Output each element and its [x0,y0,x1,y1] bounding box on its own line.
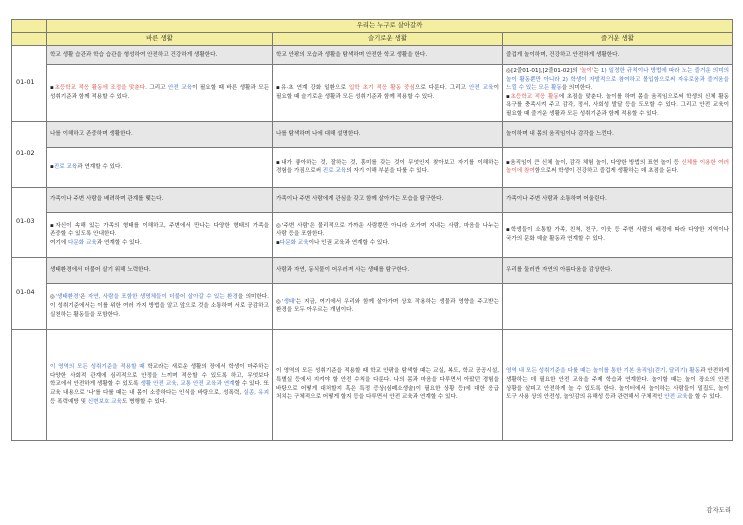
note-row [12,283,733,329]
note-cell [47,64,273,121]
note-text-run: 함으로써 학생이 건강하고 즐겁게 생활하는 데 초점을 둔다. [534,168,679,175]
note-text-run: . 그리고 [145,85,169,92]
curriculum-table [11,19,733,441]
standard-cell: 생태환경에서 더불어 살기 위해 노력한다. [47,257,273,283]
note-text-run: 진로 교육 [322,168,347,175]
note-text-run: 안전 교육 [468,85,494,92]
note-cell [503,283,733,329]
standard-row [12,187,733,212]
header-jeulgeo: 즐거운 생활 [503,32,733,45]
note-cell [503,212,733,257]
note-text-run: ▪움직임이 큰 신체 놀이, 감각 체험 놀이, 다양한 방법의 표현 놀이 등 [506,159,682,166]
note-text-run: ▪자신이 속해 있는 가족의 형태를 이해하고, 주변에서 만나는 다양한 형태의 가족을 존중할 수 있도록 안내한다. [50,222,269,238]
note-text-run: ▪ [506,93,511,100]
note-text-run: 과 연계할 수 있다. [77,163,123,170]
note-text-run: 는 [593,67,601,74]
standard-cell: 학교 안팎의 모습과 생활을 탐색하며 안전한 학교 생활을 한다. [273,45,503,64]
note-text-run: '생태환경' [55,294,81,301]
header-bareun: 바른 생활 [47,32,273,45]
summary-cell [503,329,733,440]
note-text-run: 1) 일정한 규칙이나 방법에 따라 노는 즐거운 의미의 놀이 활동뿐만 아니라 2) 학생이 자발적으로 참여하고 몰입함으로써 자유로움과 즐거움을 느낄 수 있는 모든 활동 [506,67,729,92]
note-text-run: 는 지금, 여기에서 우리와 함께 살아가며 상호 작용하는 생물과 영향을 주고받는 환경을 모두 아우르는 개념이다. [276,298,499,314]
note-text-run: 할 수 있다. 또 교육 내용으로 '나'를 다룰 때는 내 몸이 소중하다는 인식을 바탕으로, 성폭력, [50,381,269,397]
note-cell [47,212,273,257]
standard-cell: 사람과 자연, 동식물이 어우러져 사는 생태를 탐구한다. [273,257,503,283]
note-text-run: 신체를 이용한 여러 놀이에 참여 [506,159,729,175]
note-text-run: 자연, 사람을 포함한 생명체들이 더불어 살아갈 수 있는 환경 [87,294,238,301]
note-text-run: ▪내가 좋아하는 것, 잘하는 것, 흥미를 갖는 것이 무엇인지 찾아보고 자기를 이해하는 경험을 가짐으로써 [276,159,499,175]
table-title-row [12,20,733,33]
standard-cell: 우리를 둘러싼 자연의 아름다움을 감상한다. [503,257,733,283]
note-text-run: 도 병행할 수 있다. [121,398,167,405]
standard-code: 01-02 [12,121,47,187]
note-text-run: 신변보호 교육 [87,398,122,405]
note-row [12,212,733,257]
note-text-run: ▪학생들이 소통할 가족, 친척, 친구, 이웃 등 주변 사람의 배경에 따라 다양한 지역이나 국가의 문화 예술 활동과 연계할 수 있다. [506,227,729,242]
note-cell [47,147,273,187]
note-text-run: 학교라는 새로운 생활의 장에서 학생이 마주하는 다양한 사회적 관계에 심리적으로 안정을 느끼며 적응할 수 있도록 하고, 무엇보다 학교에서 안전하게 생활할 수 있도록 [50,364,269,388]
standard-row [12,257,733,283]
summary-row [12,329,733,440]
note-text-run: ◎[2즐01-01],[2즐01-02]의 [506,67,580,74]
author-credit: 감자도리 [706,506,731,514]
note-text-run: 입학 초기 적응 활동 중심 [348,85,415,92]
note-text-run: '놀이' [579,67,594,74]
note-text-run: ▪ [50,163,54,170]
note-text-run: 은 [80,294,88,301]
summary-cell [47,329,273,440]
note-text-run: 에 초점을 맞춘다. 놀이를 하며 몸을 움직임으로써 학생의 신체 활동 욕구를 충족시켜 주고 감각, 정서, 사회성 발달 등을 도모할 수 있다. 그리고 안전 교육이 필요할 때 즐거운 생활과 모든 성취기준과 함께 적용할 수 있다. [506,93,729,118]
note-text-run: 이 영역의 모든 성취기준을 적용할 때 학교 안팎을 탐색할 때는 교실, 복도, 학교 공공시설, 특별실 등에서 지켜야 할 안전 수칙을 다룬다. 나의 몸과 마음을 다루면서 아팠던 경험을 바탕으로 어떻게 대처할지 혹은 특정 증상(심폐소생술)이 필요한 상황 등)에 대한 응급 처치는 구체적으로 어떻게 할지 등을 다루면서 안전 교육과 연계할 수 있다. [276,368,499,401]
table-header-row [12,32,733,45]
standard-code: 01-01 [12,45,47,121]
note-text-run: 이나 인권 교육과 연계할 수 있다. [308,240,390,247]
note-text-run: '생태' [281,298,296,305]
note-text-run: 을 의미한다. [561,85,593,92]
note-text-run: 안전 교육 [664,394,688,401]
note-cell [47,283,273,329]
note-row [12,147,733,187]
standard-row [12,121,733,147]
note-text-run: ▪ [50,85,55,92]
note-text-run: ▪유·초 연계 강화 일환으로 [276,85,349,92]
note-text-run: 실종, 유괴 [243,390,269,397]
note-text-run: 다문화 교육 [68,240,97,247]
note-text-run: ▪ [276,240,280,247]
note-text-run: 으로 다룬다. 그리고 [414,85,469,92]
note-text-run: ◎ [276,298,282,305]
header-seulgi: 슬기로운 생활 [273,32,503,45]
note-cell [273,64,503,121]
note-text-run: 초등학교 적응 활동에 조정을 맞춘다 [54,85,146,92]
note-text-run: 다문화 교육 [279,240,309,247]
note-text-run: 이 영역의 모든 성취기준을 적용할 때 [50,364,145,371]
standard-cell: 가족이나 주변 사람에게 관심을 갖고 함께 살아가는 모습을 탐구한다. [273,187,503,212]
standard-code: 01-03 [12,187,47,257]
note-text-run: 을 할 수 있다. [687,394,722,401]
standard-cell: 가족이나 주변 사람과 소통하며 어울린다. [503,187,733,212]
note-text-run: 을 의미한다. 이 성취기준에서는 이를 위한 여러 가지 방법을 알고 앞으로 것을 소통하며 서로 공감하고 실천하는 활동들을 포함한다. [50,294,269,318]
note-text-run: 과 안전하게 생활하는 데 필요한 안전 교육을 주제 학습과 연계한다. 놀이할 때는 놀이 장소의 안전 상황을 살피고 안전하게 놀 수 있도록 한다. 놀이터에서 놀이하는 사람들이 밀집도, 놀이 도구 사용 상의 안전성, 놀잇감의 유해성 등과 관련해서 구체적인 [506,368,730,401]
note-cell [273,212,503,257]
note-text-run: 의 자기 이해 부분을 다룰 수 있다. [346,168,429,175]
note-text-run: 진로 교육 [53,163,78,170]
note-cell [503,64,733,121]
standard-row [12,45,733,64]
standard-cell: 가족이나 주변 사람을 배려하며 관계를 맺는다. [47,187,273,212]
note-text-run: 영역 내 모든 성취기준을 다룰 때는 놀이를 통한 기본 움직임(걷기, 달리기) 활동 [506,368,701,375]
note-text-run: 안전 교육 [168,85,193,92]
note-text-run: 이 필요할 때 슬기로운 생활과 모든 성취기준과 함께 적용할 수 있다. [276,85,499,100]
standard-cell: 즐겁게 놀이하며, 건강하고 안전하게 생활한다. [503,45,733,64]
note-text-run: 초등학교 적응 활동 [510,93,559,100]
note-text-run: 이 필요할 때 바른 생활과 모든 성취기준과 함께 적용할 수 있다. [50,85,270,100]
note-cell [503,147,733,187]
note-text-run: 생활 안전 교육, 교통 안전 교육과 연계 [140,381,235,388]
summary-cell [273,329,503,440]
table-title: 우리는 누구로 살아갈까 [47,20,733,33]
standard-cell: 나를 탐색하며 나에 대해 설명한다. [273,121,503,147]
standard-cell: 나를 이해하고 존중하며 생활한다. [47,121,273,147]
note-text-run: ◎'주변 사람'은 물리적으로 가까운 사람뿐만 아니라 오가며 지내는 사람, 마음을 나누는 사람 등을 포함한다. [276,222,499,238]
note-text-run: 등 폭력예방 및 [50,398,88,405]
note-cell [273,283,503,329]
note-text-run: 여기에 [50,240,68,247]
note-row [12,64,733,121]
standard-cell: 놀이하며 내 몸의 움직임이나 감각을 느낀다. [503,121,733,147]
note-text-run: ◎ [50,294,56,301]
note-cell [273,147,503,187]
standard-code: 01-04 [12,257,47,329]
standard-cell: 학교 생활 습관과 학습 습관을 형성하여 안전하고 건강하게 생활한다. [47,45,273,64]
note-text-run: 과 연계할 수 있다. [96,240,142,247]
